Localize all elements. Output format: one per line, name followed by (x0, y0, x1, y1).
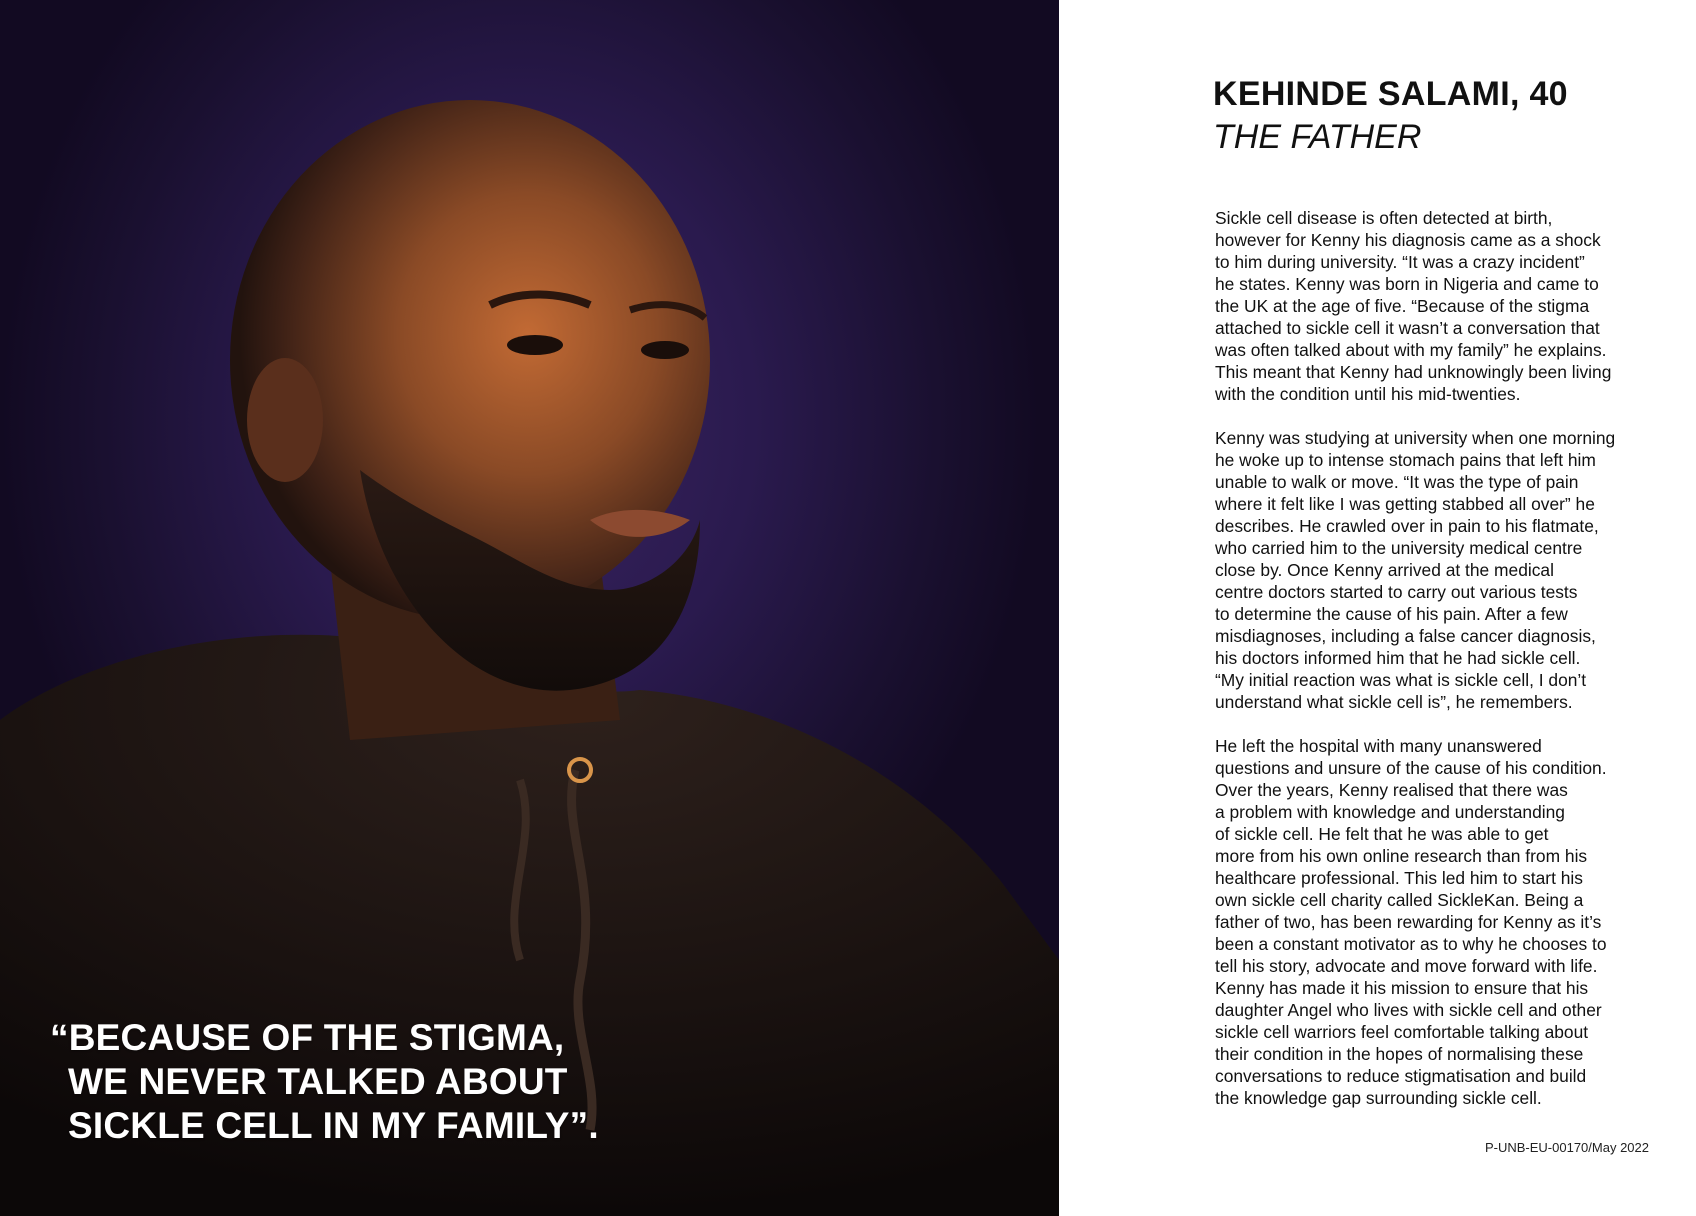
text-line: This meant that Kenny had unknowingly been living (1215, 362, 1612, 382)
text-line: who carried him to the university medical centre (1215, 538, 1583, 558)
text-line: he woke up to intense stomach pains that left him (1215, 450, 1596, 470)
quote-line: WE NEVER TALKED ABOUT (68, 1061, 568, 1102)
left-eye-shape (507, 335, 563, 355)
text-line: Over the years, Kenny realised that there was (1215, 780, 1568, 800)
text-line: centre doctors started to carry out various tests (1215, 582, 1578, 602)
text-line: understand what sickle cell is”, he remembers. (1215, 692, 1573, 712)
text-line: was often talked about with my family” he explains. (1215, 340, 1607, 360)
text-line: to him during university. “It was a crazy incident” (1215, 252, 1585, 272)
text-line: the knowledge gap surrounding sickle cell. (1215, 1088, 1542, 1108)
text-line: with the condition until his mid-twenties. (1215, 384, 1521, 404)
text-line: describes. He crawled over in pain to his flatmate, (1215, 516, 1599, 536)
text-line: father of two, has been rewarding for Kenny as it’s (1215, 912, 1602, 932)
profile-name: KEHINDE SALAMI, 40 (1213, 75, 1568, 113)
ear-shape (247, 358, 323, 482)
text-line: been a constant motivator as to why he chooses to (1215, 934, 1607, 954)
text-line: Kenny has made it his mission to ensure that his (1215, 978, 1589, 998)
text-line: where it felt like I was getting stabbed all over” he (1215, 494, 1595, 514)
text-line: to determine the cause of his pain. After a few (1215, 604, 1568, 624)
paragraph-3 (1215, 735, 1685, 1109)
article-body (1215, 207, 1685, 1131)
paragraph-1 (1215, 207, 1685, 405)
text-line: He left the hospital with many unanswered (1215, 736, 1542, 756)
text-line: misdiagnoses, including a false cancer diagnosis, (1215, 626, 1596, 646)
text-line: questions and unsure of the cause of his condition. (1215, 758, 1607, 778)
text-line: own sickle cell charity called SickleKan. Being a (1215, 890, 1584, 910)
text-line: unable to walk or move. “It was the type of pain (1215, 472, 1579, 492)
pull-quote (50, 1016, 690, 1148)
text-line: of sickle cell. He felt that he was able to get (1215, 824, 1549, 844)
article-panel (1059, 0, 1696, 1199)
text-line: his doctors informed him that he had sickle cell. (1215, 648, 1581, 668)
text-line: he states. Kenny was born in Nigeria and came to (1215, 274, 1599, 294)
text-line: the UK at the age of five. “Because of the stigma (1215, 296, 1590, 316)
text-line: daughter Angel who lives with sickle cell and other (1215, 1000, 1602, 1020)
profile-role: THE FATHER (1213, 118, 1422, 156)
text-line: however for Kenny his diagnosis came as a shock (1215, 230, 1601, 250)
text-line: sickle cell warriors feel comfortable talking about (1215, 1022, 1589, 1042)
quote-line: SICKLE CELL IN MY FAMILY”. (68, 1105, 599, 1146)
paragraph-2 (1215, 427, 1685, 713)
document-reference-code: P-UNB-EU-00170/May 2022 (1484, 1140, 1649, 1155)
quote-line: “BECAUSE OF THE STIGMA, (50, 1017, 565, 1058)
text-line: close by. Once Kenny arrived at the medical (1215, 560, 1554, 580)
text-line: more from his own online research than from his (1215, 846, 1588, 866)
text-line: “My initial reaction was what is sickle cell, I don’t (1215, 670, 1587, 690)
text-line: Kenny was studying at university when one morning (1215, 428, 1616, 448)
text-line: healthcare professional. This led him to start his (1215, 868, 1583, 888)
text-line: Sickle cell disease is often detected at birth, (1215, 208, 1553, 228)
text-line: their condition in the hopes of normalising these (1215, 1044, 1584, 1064)
text-line: attached to sickle cell it wasn’t a conversation that (1215, 318, 1600, 338)
text-line: a problem with knowledge and understanding (1215, 802, 1565, 822)
text-line: conversations to reduce stigmatisation and build (1215, 1066, 1587, 1086)
text-line: tell his story, advocate and move forward with life. (1215, 956, 1598, 976)
right-eye-shape (641, 341, 689, 359)
